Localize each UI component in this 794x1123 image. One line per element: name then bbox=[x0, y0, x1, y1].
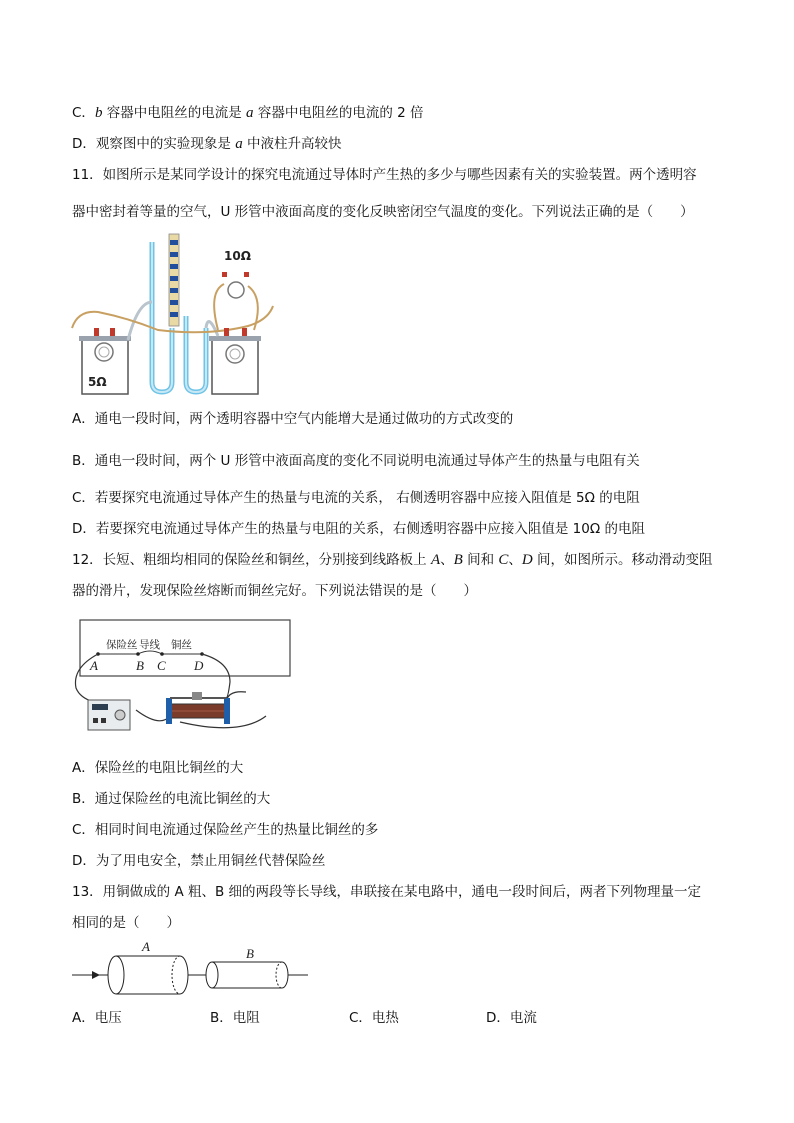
q11-figure bbox=[68, 232, 280, 396]
q11-stem-line2: 器中密封着等量的空气，U 形管中液面高度的变化反映密闭空气温度的变化。下列说法正确的是（ ） bbox=[72, 204, 694, 220]
q11-option-c: C．若要探究电流通过导体产生的热量与电流的关系， 右侧透明容器中应接入阻值是 5Ω 的电阻 bbox=[72, 490, 640, 506]
q11-option-b: B．通电一段时间，两个 U 形管中液面高度的变化不同说明电流通过导体产生的热量与电阻有关 bbox=[72, 453, 640, 469]
label-10-ohm: 10Ω bbox=[224, 249, 251, 263]
q13-option-b: B．电阻 bbox=[210, 1010, 260, 1026]
q11-option-d: D．若要探究电流通过导体产生的热量与电阻的关系，右侧透明容器中应接入阻值是 10Ω 的电阻 bbox=[72, 521, 645, 537]
q12-stem-line1: 12．长短、粗细均相同的保险丝和铜丝，分别接到线路板上 A、B 间和 C、D 间，如图所示。移动滑动变阻 bbox=[72, 552, 713, 568]
point-b: B bbox=[136, 658, 144, 673]
q12-option-a: A．保险丝的电阻比铜丝的大 bbox=[72, 760, 244, 776]
q13-figure bbox=[70, 940, 320, 1002]
q12-option-c: C．相同时间电流通过保险丝产生的热量比铜丝的多 bbox=[72, 822, 379, 838]
q13-stem-line2: 相同的是（ ） bbox=[72, 915, 180, 931]
q11-option-a: A．通电一段时间，两个透明容器中空气内能增大是通过做功的方式改变的 bbox=[72, 411, 514, 427]
q13-option-c: C．电热 bbox=[349, 1010, 399, 1026]
label-5-ohm: 5Ω bbox=[88, 375, 107, 389]
point-a: A bbox=[90, 658, 98, 673]
q13-option-a: A．电压 bbox=[72, 1010, 122, 1026]
q13-stem-line1: 13．用铜做成的 A 粗、B 细的两段等长导线，串联接在某电路中，通电一段时间后，两者下列物理量一定 bbox=[72, 884, 702, 900]
q12-figure bbox=[70, 618, 310, 738]
label-copper: 铜丝 bbox=[171, 639, 192, 651]
label-wire-b: B bbox=[246, 946, 254, 961]
label-wire: 导线 bbox=[139, 639, 160, 651]
q13-option-d: D．电流 bbox=[486, 1010, 537, 1026]
q12-option-b: B．通过保险丝的电流比铜丝的大 bbox=[72, 791, 271, 807]
q12-stem-line2: 器的滑片，发现保险丝熔断而铜丝完好。下列说法错误的是（ ） bbox=[72, 583, 477, 599]
q10-option-d: D．观察图中的实验现象是 a 中液柱升高较快 bbox=[72, 136, 342, 152]
label-wire-a: A bbox=[142, 940, 150, 954]
q12-option-d: D．为了用电安全，禁止用铜丝代替保险丝 bbox=[72, 853, 326, 869]
q10-option-c: C．b 容器中电阻丝的电流是 a 容器中电阻丝的电流的 2 倍 bbox=[72, 105, 424, 121]
q11-stem-line1: 11．如图所示是某同学设计的探究电流通过导体时产生热的多少与哪些因素有关的实验装置。两个透明容 bbox=[72, 167, 697, 183]
point-d: D bbox=[194, 658, 204, 673]
point-c: C bbox=[157, 658, 166, 673]
label-fuse: 保险丝 bbox=[106, 639, 138, 651]
